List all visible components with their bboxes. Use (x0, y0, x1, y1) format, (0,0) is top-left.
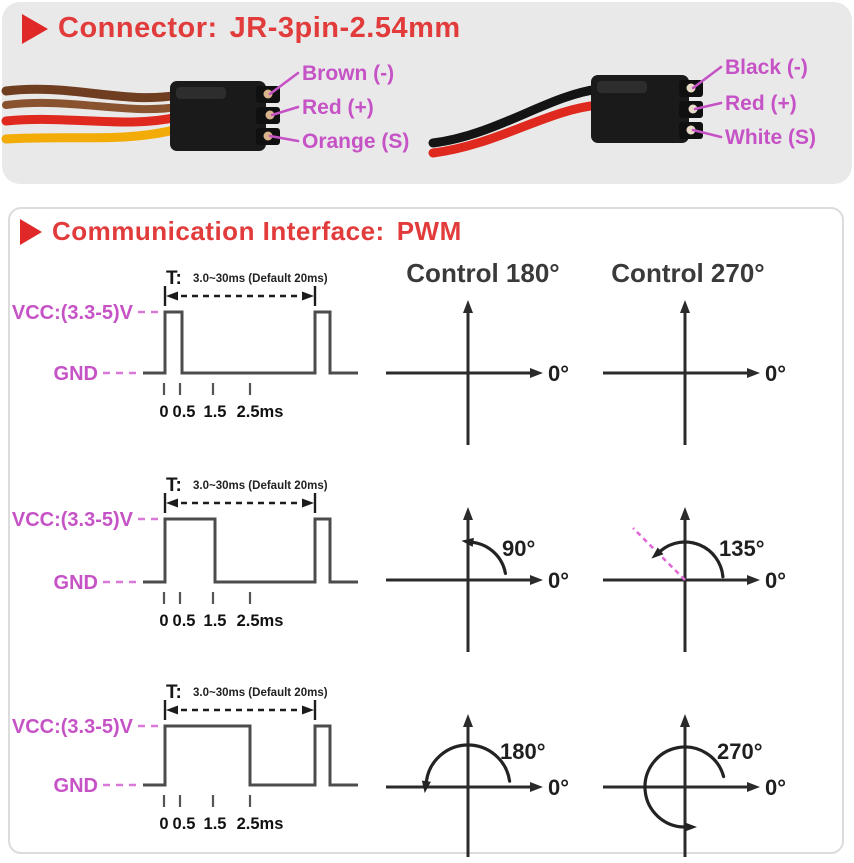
measure-arrow-left (166, 499, 178, 508)
dial-180-row-1 (378, 298, 578, 448)
right-arrow (530, 368, 543, 378)
dial-180-row-2 (378, 505, 578, 655)
gnd-label: GND (53, 363, 98, 385)
tick-label-0_5: 0.5 (172, 612, 196, 630)
arc-arrowhead (685, 823, 697, 832)
angle-label-180: 180° (500, 739, 546, 764)
gnd-label: GND (53, 775, 98, 797)
connector-title-text (58, 12, 461, 45)
tick-label-1_5: 1.5 (203, 815, 227, 833)
measure-arrow-right (302, 706, 314, 715)
zero-degree-label: 0° (765, 775, 787, 800)
zero-degree-label: 0° (548, 361, 570, 386)
label-red-left: Red (+) (302, 96, 374, 119)
pwm-title-text (52, 216, 462, 247)
column-header-control-270: Control 270° (611, 258, 765, 288)
tick-label-1_5: 1.5 (203, 403, 227, 421)
tick-label-0_5: 0.5 (172, 815, 196, 833)
up-arrow (463, 300, 473, 313)
dial-270-row-3 (595, 712, 795, 862)
pwm-pulse-trace (143, 519, 358, 582)
label-black: Black (-) (725, 56, 808, 79)
period-label: T: (166, 268, 182, 289)
black-wire (433, 89, 599, 143)
label-brown: Brown (-) (302, 62, 395, 85)
pwm-waveform-row-1 (10, 258, 370, 428)
right-arrow (747, 368, 760, 378)
angle-arc-135 (661, 542, 723, 577)
up-arrow (463, 714, 473, 727)
period-label: T: (166, 682, 182, 703)
measure-arrow-right (302, 292, 314, 301)
tick-label-2_5ms: 2.5ms (236, 815, 284, 833)
pwm-waveform-row-2 (10, 465, 370, 635)
pwm-pulse-trace (143, 726, 358, 785)
tick-label-1_5: 1.5 (203, 612, 227, 630)
right-arrow (747, 782, 760, 792)
vcc-label: VCC:(3.3-5)V (11, 509, 133, 531)
label-white: White (S) (725, 126, 816, 149)
tick-label-0_5: 0.5 (172, 403, 196, 421)
label-orange: Orange (S) (302, 130, 410, 153)
zero-degree-label: 0° (765, 568, 787, 593)
left-connector-graphic (0, 45, 427, 195)
right-connector-graphic (427, 45, 854, 195)
tick-label-2_5ms: 2.5ms (236, 612, 284, 630)
angle-label-135: 135° (719, 536, 765, 561)
pointer-line-brown (270, 73, 298, 94)
red-wire (6, 117, 178, 122)
dial-180-row-3 (378, 712, 578, 862)
orange-wire (6, 129, 178, 139)
vcc-label: VCC:(3.3-5)V (11, 716, 133, 738)
connector-title-value: JR-3pin-2.54mm (229, 12, 461, 44)
dial-270-row-2 (595, 505, 795, 655)
zero-degree-label: 0° (548, 775, 570, 800)
tick-label-0: 0 (159, 815, 169, 833)
tick-label-0: 0 (159, 403, 169, 421)
pwm-pulse-trace (143, 312, 358, 373)
period-range-label: 3.0~30ms (Default 20ms) (193, 273, 328, 285)
up-arrow (463, 507, 473, 520)
measure-arrow-left (166, 706, 178, 715)
right-arrow (530, 782, 543, 792)
zero-degree-label: 0° (765, 361, 787, 386)
pwm-title-value: PWM (396, 216, 462, 246)
angle-label-270: 270° (717, 739, 763, 764)
gnd-label: GND (53, 572, 98, 594)
connector-title-prefix: Connector: (58, 12, 218, 44)
pwm-title (20, 216, 462, 247)
pwm-waveform-row-3 (10, 672, 370, 842)
red-wire (433, 105, 599, 153)
pointer-line-black (693, 67, 721, 88)
brown-wire (6, 89, 178, 97)
column-header-control-180: Control 180° (406, 258, 560, 288)
period-range-label: 3.0~30ms (Default 20ms) (193, 687, 328, 699)
angle-arc-90 (473, 542, 505, 573)
connector-title (22, 12, 461, 45)
right-arrow (747, 575, 760, 585)
connector-body-highlight (176, 87, 226, 99)
brown-wire-strand (6, 103, 178, 109)
tick-label-2_5ms: 2.5ms (236, 403, 284, 421)
measure-arrow-right (302, 499, 314, 508)
up-arrow (680, 507, 690, 520)
up-arrow (680, 714, 690, 727)
zero-degree-label: 0° (548, 568, 570, 593)
pwm-title-prefix: Communication Interface: (52, 216, 385, 246)
right-arrow (530, 575, 543, 585)
label-red-right: Red (+) (725, 92, 797, 115)
connector-body-highlight (597, 81, 647, 93)
measure-arrow-left (166, 292, 178, 301)
angle-label-90: 90° (502, 536, 536, 561)
up-arrow (680, 300, 690, 313)
tick-label-0: 0 (159, 612, 169, 630)
red-triangle-icon (22, 14, 48, 44)
red-triangle-icon (20, 219, 42, 245)
dial-270-row-1 (595, 298, 795, 448)
vcc-label: VCC:(3.3-5)V (11, 302, 133, 324)
period-range-label: 3.0~30ms (Default 20ms) (193, 480, 328, 492)
period-label: T: (166, 475, 182, 496)
